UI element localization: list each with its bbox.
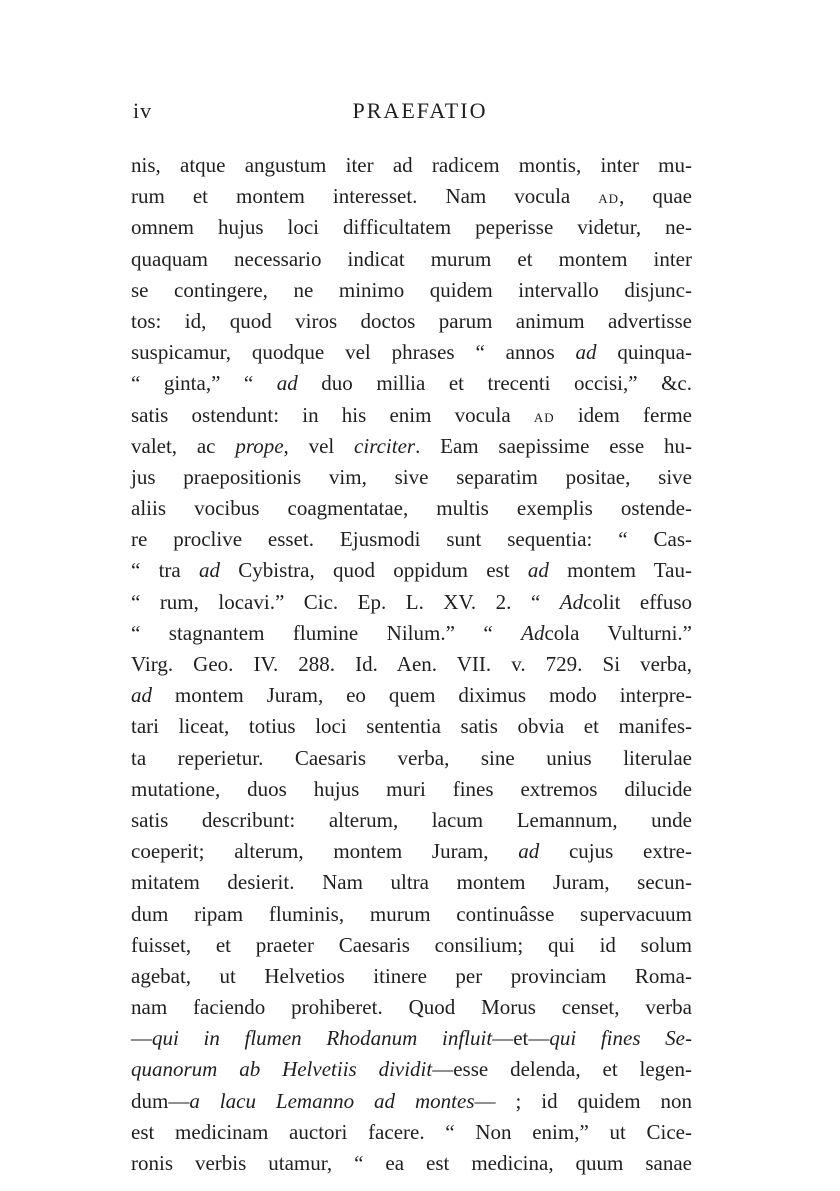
text-run: agebat, ut Helvetios itinere per provinciam Roma- [131,963,692,988]
text-run: —et— [492,1026,550,1051]
italic-text: ad [131,683,152,708]
body-text [131,150,692,1179]
text-line [131,587,692,618]
text-run: re proclive esset. Ejusmodi sunt sequentia: “ Cas- [131,527,692,552]
text-run: se contingere, ne minimo quidem intervallo disjunc- [131,277,692,302]
text-run: idem ferme [554,402,692,427]
italic-text: quanorum ab Helvetiis dividit [131,1057,433,1082]
text-line [131,774,692,805]
text-run: “ stagnantem flumine Nilum.” “ [131,620,522,645]
text-run: duo millia et trecenti occisi,” &c. [297,371,692,396]
text-run: omnem hujus loci difficultatem peperisse videtur, ne- [131,215,692,240]
text-line [131,930,692,961]
italic-text: a lacu Lemanno ad montes [189,1088,475,1113]
italic-text: ad [518,839,540,864]
text-line [131,743,692,774]
text-line [131,493,692,524]
italic-text: ad [575,340,597,365]
text-run: dum ripam fluminis, murum continuâsse supervacuum [131,901,692,926]
text-line [131,524,692,555]
text-line [131,836,692,867]
italic-text: qui fines Se- [549,1026,692,1051]
text-line [131,431,692,462]
text-run: jus praepositionis vim, sive separatim positae, sive [131,464,692,489]
text-line [131,618,692,649]
page-number: iv [133,98,153,123]
text-run: colit effuso [583,589,692,614]
text-line [131,992,692,1023]
text-run: —esse delenda, et legen- [432,1057,692,1082]
text-run: suspicamur, quodque vel phrases “ annos [131,340,576,365]
italic-text: qui in flumen Rhodanum influit [152,1026,493,1051]
text-run: “ tra [131,558,200,583]
text-line [131,961,692,992]
text-line [131,462,692,493]
text-run: tari liceat, totius loci sententia satis obvia et manifes- [131,714,692,739]
text-line [131,711,692,742]
text-line [131,805,692,836]
text-line [131,244,692,275]
text-line [131,150,692,181]
text-line [131,337,692,368]
italic-text: ad [199,558,221,583]
text-run: Cybistra, quod oppidum est [220,558,528,583]
text-run: , vel [283,433,355,458]
text-run: — [131,1026,152,1051]
small-caps-text: ad [598,187,620,208]
text-run: aliis vocibus coagmentatae, multis exemplis ostende- [131,496,692,521]
text-run: “ ginta,” “ [131,371,277,396]
text-line [131,555,692,586]
text-line [131,400,692,431]
text-run: . Eam saepissime esse hu- [415,433,692,458]
text-run: montem Juram, eo quem diximus modo interpre- [152,683,692,708]
text-run: “ rum, locavi.” Cic. Ep. L. XV. 2. “ [131,589,560,614]
text-run: , quae [619,184,692,209]
text-line [131,1023,692,1054]
italic-text: Ad [559,589,584,614]
italic-text: ad [276,371,298,396]
text-line [131,181,692,212]
text-run: satis ostendunt: in his enim vocula [131,402,534,427]
text-line [131,368,692,399]
text-run: fuisset, et praeter Caesaris consilium; qui id solum [131,932,692,957]
text-line [131,680,692,711]
text-line [131,1148,692,1179]
text-run: est medicinam auctori facere. “ Non enim,” ut Cice- [131,1119,692,1144]
text-line [131,1086,692,1117]
text-run: mitatem desierit. Nam ultra montem Juram, secun- [131,870,692,895]
text-run: Virg. Geo. IV. 288. Id. Aen. VII. v. 729. Si verba, [131,652,692,676]
small-caps-text: ad [533,405,555,426]
text-run: nam faciendo prohiberet. Quod Morus censet, verba [131,995,692,1020]
text-run: quinqua- [596,340,692,365]
text-line [131,899,692,930]
text-run: valet, ac [131,433,236,458]
italic-text: circiter [354,433,416,458]
text-line [131,867,692,898]
text-run: cujus extre- [539,839,692,864]
text-line [131,306,692,337]
italic-text: prope [235,433,284,458]
text-run: rum et montem interesset. Nam vocula [131,184,599,209]
text-line [131,1054,692,1085]
text-run: coeperit; alterum, montem Juram, [131,839,519,864]
text-run: ronis verbis utamur, “ ea est medicina, quum sanae [131,1151,692,1175]
text-run: satis describunt: alterum, lacum Lemannum, unde [131,807,692,832]
text-run: quaquam necessario indicat murum et montem inter [131,246,692,271]
text-run: tos: id, quod viros doctos parum animum advertisse [131,308,692,333]
text-run: montem Tau- [548,558,692,583]
text-line [131,649,692,680]
text-run: cola Vulturni.” [544,620,692,645]
italic-text: ad [527,558,549,583]
text-line [131,275,692,306]
text-run: dum— [131,1088,190,1113]
text-line [131,1117,692,1148]
italic-text: Ad [521,620,545,645]
running-head [0,98,840,138]
text-line [131,212,692,243]
page-title: PRAEFATIO [352,98,488,123]
text-run: ta reperietur. Caesaris verba, sine unius literulae [131,745,692,770]
text-run: mutatione, duos hujus muri fines extremos dilucide [131,776,692,801]
text-run: — ; id quidem non [474,1088,692,1113]
text-run: nis, atque angustum iter ad radicem montis, inter mu- [131,153,692,177]
